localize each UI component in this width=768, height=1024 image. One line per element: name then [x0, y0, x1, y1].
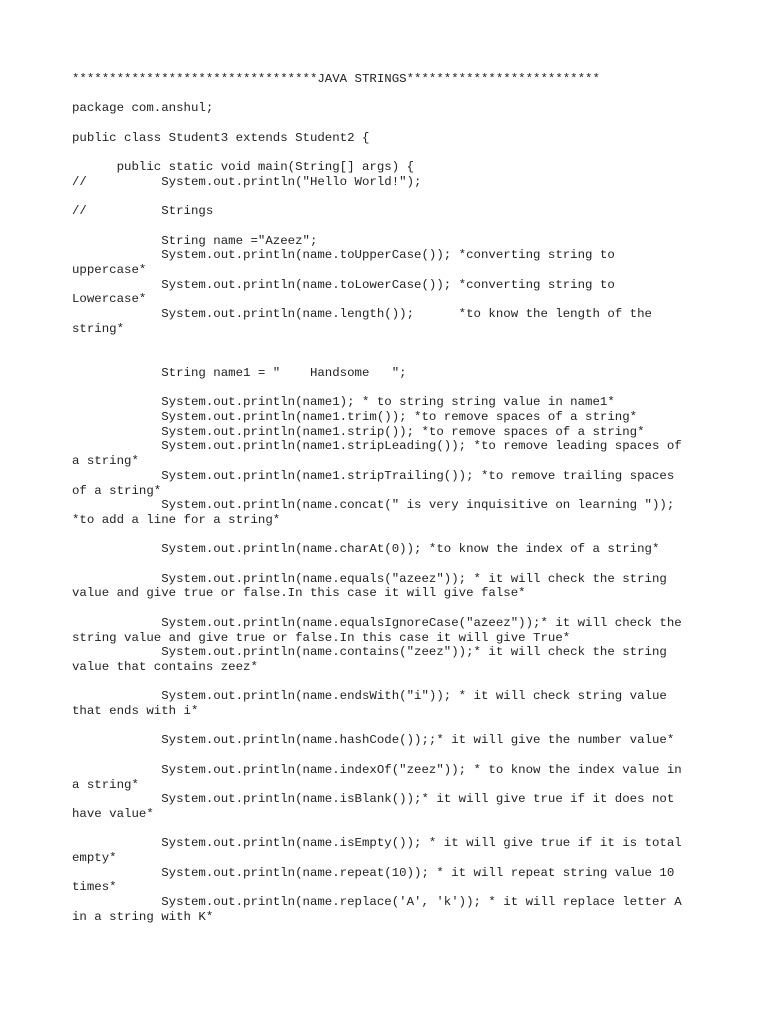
- code-line: System.out.println(name1.strip()); *to remove spaces of a string*: [72, 424, 645, 439]
- code-line: [72, 675, 696, 690]
- code-line: a string*: [72, 777, 139, 792]
- code-line: [72, 601, 696, 616]
- code-line: System.out.println(name.repeat(10)); * it will repeat string value 10: [72, 865, 675, 880]
- code-line: // Strings: [72, 204, 214, 219]
- code-line: [72, 116, 696, 131]
- code-line: that ends with i*: [72, 704, 199, 719]
- code-line: string value and give true or false.In this case it will give True*: [72, 630, 571, 645]
- code-line: System.out.println(name1.trim()); *to remove spaces of a string*: [72, 410, 638, 425]
- code-line: [72, 145, 696, 160]
- code-line: string*: [72, 321, 125, 336]
- code-line: value that contains zeez*: [72, 659, 258, 674]
- code-line: System.out.println(name.equalsIgnoreCase("azeez"));* it will check the: [72, 615, 682, 630]
- code-line: System.out.println(name.charAt(0)); *to know the index of a string*: [72, 542, 660, 557]
- code-line: System.out.println(name.toLowerCase()); *converting string to: [72, 277, 615, 292]
- code-line: System.out.println(name1); * to string string value in name1*: [72, 395, 615, 410]
- code-line: *to add a line for a string*: [72, 512, 281, 527]
- code-line: [72, 219, 696, 234]
- code-line: times*: [72, 880, 117, 895]
- code-line: *********************************JAVA STRINGS**************************: [72, 72, 600, 86]
- code-line: of a string*: [72, 483, 162, 498]
- code-line: a string*: [72, 454, 139, 469]
- code-line: [72, 351, 696, 366]
- code-line: [72, 337, 696, 352]
- code-line: System.out.println(name.replace('A', 'k')); * it will replace letter A: [72, 895, 682, 910]
- code-line: System.out.println(name1.stripTrailing()); *to remove trailing spaces: [72, 468, 675, 483]
- code-line: value and give true or false.In this case it will give false*: [72, 586, 526, 601]
- code-line: [72, 557, 696, 572]
- code-text-block: [72, 72, 696, 925]
- code-line: System.out.println(name.indexOf("zeez")); * to know the index value in: [72, 762, 682, 777]
- code-line: System.out.println(name.isBlank());* it will give true if it does not: [72, 792, 675, 807]
- code-line: in a string with K*: [72, 909, 214, 924]
- code-line: [72, 87, 696, 102]
- code-line: System.out.println(name1.stripLeading()); *to remove leading spaces of: [72, 439, 682, 454]
- code-line: [72, 719, 696, 734]
- code-line: System.out.println(name.length()); *to know the length of the: [72, 307, 652, 322]
- code-line: System.out.println(name.contains("zeez"));* it will check the string: [72, 645, 667, 660]
- code-line: System.out.println(name.equals("azeez")); * it will check the string: [72, 571, 667, 586]
- code-line: // System.out.println("Hello World!");: [72, 174, 422, 189]
- code-line: [72, 381, 696, 396]
- code-line: empty*: [72, 851, 117, 866]
- code-line: uppercase*: [72, 263, 147, 278]
- code-line: [72, 822, 696, 837]
- code-line: String name ="Azeez";: [72, 233, 318, 248]
- code-line: public static void main(String[] args) {: [72, 160, 415, 175]
- code-line: System.out.println(name.endsWith("i")); * it will check string value: [72, 689, 667, 704]
- code-line: System.out.println(name.toUpperCase()); *converting string to: [72, 248, 615, 263]
- code-line: [72, 528, 696, 543]
- code-line: have value*: [72, 806, 154, 821]
- code-line: Lowercase*: [72, 292, 147, 307]
- code-line: String name1 = " Handsome ";: [72, 365, 407, 380]
- code-line: public class Student3 extends Student2 {: [72, 130, 370, 145]
- code-line: [72, 748, 696, 763]
- code-line: System.out.println(name.concat(" is very inquisitive on learning "));: [72, 498, 675, 513]
- code-line: package com.anshul;: [72, 101, 214, 116]
- code-line: System.out.println(name.isEmpty()); * it will give true if it is total: [72, 836, 682, 851]
- code-line: [72, 190, 696, 205]
- code-line: System.out.println(name.hashCode());;* it will give the number value*: [72, 733, 675, 748]
